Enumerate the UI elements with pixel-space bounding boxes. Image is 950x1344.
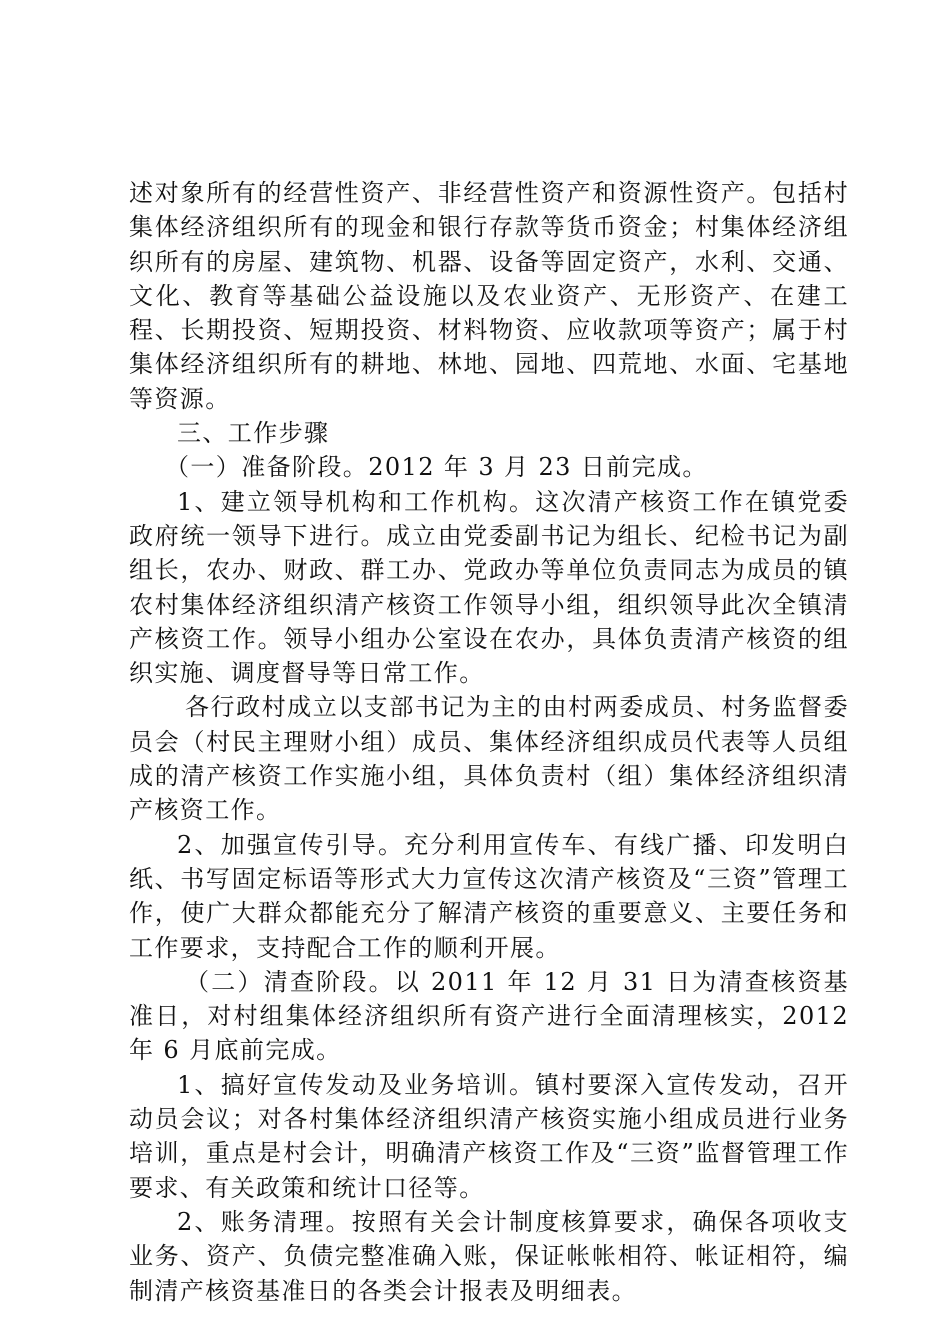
paragraph-asset-scope: 述对象所有的经营性资产、非经营性资产和资源性资产。包括村集体经济组织所有的现金和银行存款等货币资金；村集体经济组织所有的房屋、建筑物、机器、设备等固定资产，水利、交通、文化、教育等基础公益设施以及农业资产、无形资产、在建工程、长期投资、短期投资、材料物资、应收款项等资产；属于村集体经济组织所有的耕地、林地、园地、四荒地、水面、宅基地等资源。 [129,179,849,413]
paragraph-publicity: 2、加强宣传引导。充分利用宣传车、有线广播、印发明白纸、书写固定标语等形式大力宣传这次清产核资及“三资”管理工作，使广大群众都能充分了解清产核资的重要意义、主要任务和工作要求，支持配合工作的顺利开展。 [129,830,849,962]
paragraph-village-groups: 各行政村成立以支部书记为主的由村两委成员、村务监督委员会（村民主理财小组）成员、集体经济组织成员代表等人员组成的清产核资工作实施小组，具体负责村（组）集体经济组织清产核资工作。 [129,693,849,825]
subheading-preparation-stage: （一）准备阶段。2012 年 3 月 23 日前完成。 [165,453,708,482]
document-body [129,176,849,1308]
section-heading-work-steps: 三、工作步骤 [177,419,330,448]
paragraph-account-clearing: 2、账务清理。按照有关会计制度核算要求，确保各项收支业务、资产、负债完整准确入账，保证帐帐相符、帐证相符，编制清产核资基准日的各类会计报表及明细表。 [129,1207,849,1305]
paragraph-leadership-organization: 1、建立领导机构和工作机构。这次清产核资工作在镇党委政府统一领导下进行。成立由党委副书记为组长、纪检书记为副组长，农办、财政、群工办、党政办等单位负责同志为成员的镇农村集体经济组织清产核资工作领导小组，组织领导此次全镇清产核资工作。领导小组办公室设在农办，具体负责清产核资的组织实施、调度督导等日常工作。 [129,487,849,688]
paragraph-training: 1、搞好宣传发动及业务培训。镇村要深入宣传发动，召开动员会议；对各村集体经济组织清产核资实施小组成员进行业务培训，重点是村会计，明确清产核资工作及“三资”监督管理工作要求、有关政策和统计口径等。 [129,1070,849,1202]
subheading-inspection-stage: （二）清查阶段。以 2011 年 12 月 31 日为清查核资基准日，对村组集体经济组织所有资产进行全面清理核实，2012 年 6 月底前完成。 [129,967,849,1065]
